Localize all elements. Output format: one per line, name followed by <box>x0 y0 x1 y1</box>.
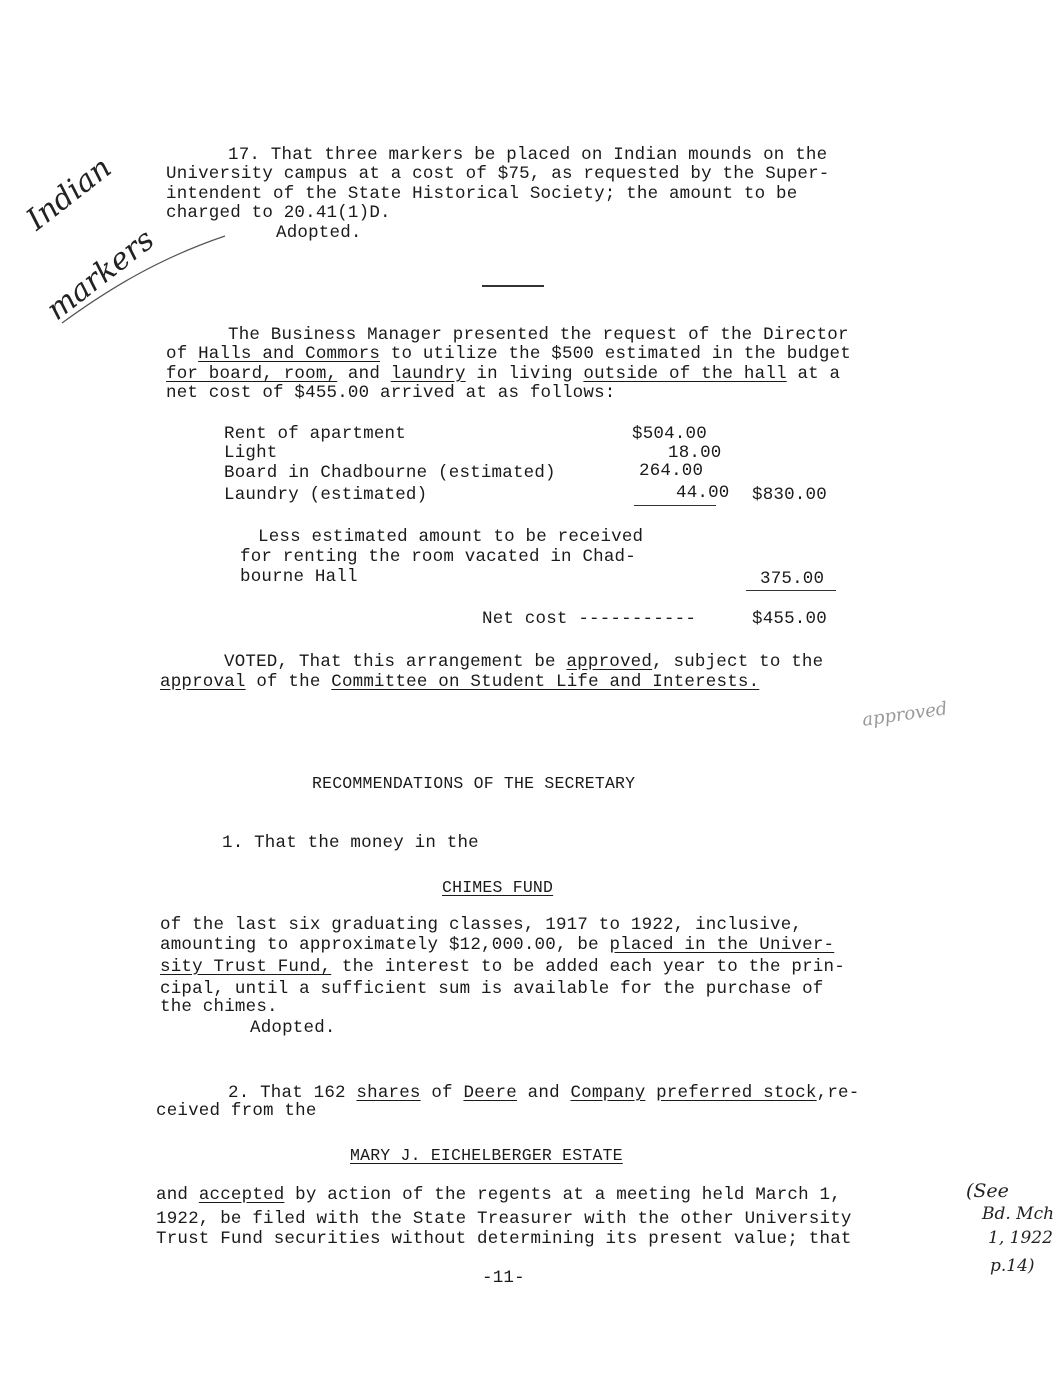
rec1-line-1: of the last six graduating classes, 1917 to 1922, inclusive, <box>160 915 803 935</box>
rec1-line-5: the chimes. <box>160 997 278 1017</box>
rec2-line-1: 2. That 162 shares of Deere and Company preferred stock,re- <box>228 1083 860 1103</box>
rec2-line-3: and accepted by action of the regents at a meeting held March 1, <box>156 1185 841 1205</box>
rec1-intro: 1. That the money in the <box>222 833 479 853</box>
rec1-line-3: sity Trust Fund, the interest to be added each year to the prin- <box>160 957 845 977</box>
estate-title: MARY J. EICHELBERGER ESTATE <box>350 1146 623 1165</box>
rec1-adopted: Adopted. <box>250 1018 336 1038</box>
less-line-1: Less estimated amount to be received <box>258 527 644 547</box>
margin-note-see-1: (See <box>966 1180 1009 1202</box>
chimes-fund-title: CHIMES FUND <box>442 878 554 897</box>
net-cost-amount: $455.00 <box>752 609 827 629</box>
cost-subtotal: $830.00 <box>752 485 827 505</box>
item17-line-3: intendent of the State Historical Society; the amount to be <box>166 184 798 204</box>
rec2-line-2: ceived from the <box>156 1101 317 1121</box>
laundry-sum-rule <box>634 505 716 506</box>
less-line-3: bourne Hall <box>240 567 358 587</box>
item17-line-4: charged to 20.41(1)D. <box>166 203 391 223</box>
margin-note-see-2: Bd. Mch <box>982 1204 1055 1224</box>
cost-label-rent: Rent of apartment <box>224 424 406 444</box>
margin-note-see-3: 1, 1922 <box>988 1228 1053 1248</box>
margin-note-indian: Indian <box>20 150 119 238</box>
rec2-line-5: Trust Fund securities without determining its present value; that <box>156 1229 852 1249</box>
cost-amount-light: 18.00 <box>668 443 722 463</box>
margin-note-markers: markers <box>40 222 162 328</box>
cost-label-board: Board in Chadbourne (estimated) <box>224 463 556 483</box>
margin-note-see-4: p.14) <box>990 1256 1035 1276</box>
item17-line-2: University campus at a cost of $75, as requested by the Super- <box>166 164 830 184</box>
section-divider <box>482 285 544 287</box>
less-amount: 375.00 <box>760 569 825 589</box>
cost-amount-board: 264.00 <box>639 461 704 481</box>
item17-line-1: 17. That three markers be placed on Indian mounds on the <box>228 145 828 165</box>
cost-amount-laundry: 44.00 <box>676 483 730 503</box>
cost-amount-rent: $504.00 <box>632 424 707 444</box>
cost-label-laundry: Laundry (estimated) <box>224 485 428 505</box>
rec2-line-4: 1922, be filed with the State Treasurer with the other University <box>156 1209 852 1229</box>
less-sum-rule <box>746 590 836 591</box>
rec1-line-4: cipal, until a sufficient sum is available for the purchase of <box>160 979 824 999</box>
business-line-4: net cost of $455.00 arrived at as follows: <box>166 383 616 403</box>
business-line-1: The Business Manager presented the request of the Director <box>228 325 849 345</box>
item17-adopted: Adopted. <box>276 223 362 243</box>
business-line-2: of Halls and Commors to utilize the $500 estimated in the budget <box>166 344 851 364</box>
less-line-2: for renting the room vacated in Chad- <box>240 547 636 567</box>
voted-line-2: approval of the Committee on Student Life and Interests. <box>160 672 760 692</box>
net-cost-label: Net cost ----------- <box>482 609 697 629</box>
rec1-line-2: amounting to approximately $12,000.00, be placed in the Univer- <box>160 935 835 955</box>
cost-label-light: Light <box>224 443 278 463</box>
margin-note-approved: approved <box>860 698 949 731</box>
page-number: -11- <box>482 1268 525 1288</box>
business-line-3: for board, room, and laundry in living outside of the hall at a <box>166 364 841 384</box>
voted-line-1: VOTED, That this arrangement be approved, subject to the <box>224 652 824 672</box>
margin-pointer-stroke <box>60 228 230 328</box>
section-heading: RECOMMENDATIONS OF THE SECRETARY <box>312 774 636 793</box>
